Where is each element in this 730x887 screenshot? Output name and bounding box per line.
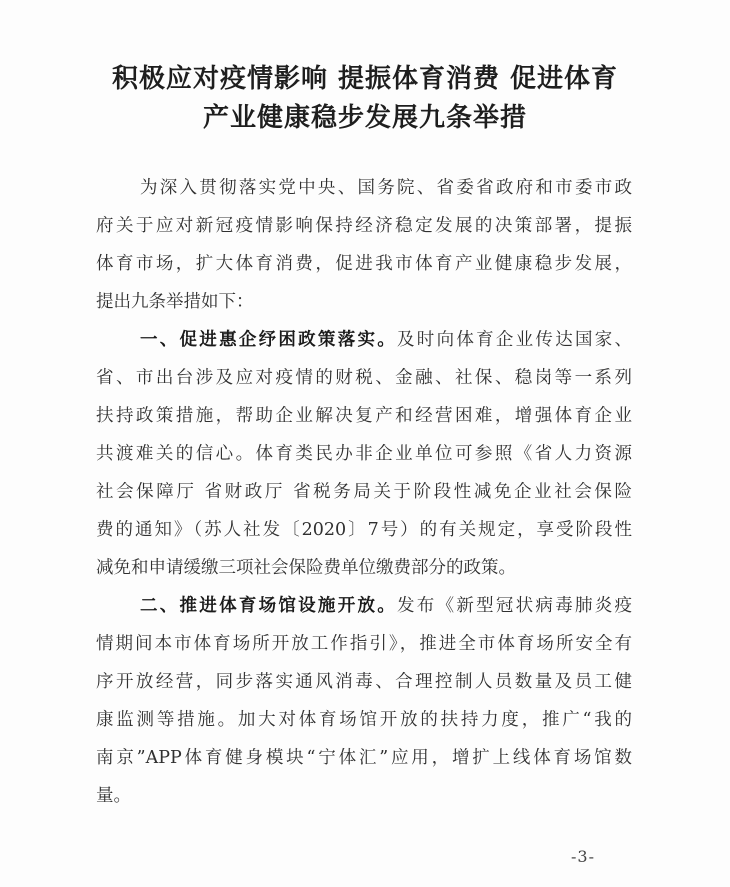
section-2-first-line <box>140 594 632 618</box>
section-2-heading: 二、推进体育场馆设施开放。 <box>140 596 398 616</box>
section-1-heading: 一、促进惠企纾困政策落实。 <box>140 330 398 350</box>
section-2-line: 南京”APP体育健身模块“宁体汇”应用，增扩上线体育场馆数 <box>96 748 632 768</box>
section-2-line: 情期间本市体育场所开放工作指引》，推进全市体育场所安全有 <box>96 634 632 654</box>
section-2-line: 序开放经营，同步落实通风消毒、合理控制人员数量及员工健 <box>96 672 632 692</box>
intro-line: 为深入贯彻落实党中央、国务院、省委省政府和市委市政 <box>140 178 632 198</box>
intro-line: 提出九条举措如下： <box>96 292 254 312</box>
intro-line: 府关于应对新冠疫情影响保持经济稳定发展的决策部署，提振 <box>96 216 632 236</box>
section-1-first-line <box>140 328 632 352</box>
document-title-line-1: 积极应对疫情影响 提振体育消费 促进体育 <box>111 64 619 94</box>
section-1-line: 省、市出台涉及应对疫情的财税、金融、社保、稳岗等一系列 <box>96 368 632 388</box>
section-2-line: 康监测等措施。加大对体育场馆开放的扶持力度，推广“我的 <box>96 710 632 730</box>
section-1-line: 社会保障厅 省财政厅 省税务局关于阶段性减免企业社会保险 <box>96 482 632 502</box>
page-number: -3- <box>571 847 595 866</box>
section-1-line: 减免和申请缓缴三项社会保险费单位缴费部分的政策。 <box>96 558 516 578</box>
section-1-line: 费的通知》（苏人社发〔2020〕7号）的有关规定，享受阶段性 <box>96 520 632 540</box>
intro-line: 体育市场，扩大体育消费，促进我市体育产业健康稳步发展， <box>96 254 632 274</box>
section-1-line: 扶持政策措施，帮助企业解决复产和经营困难，增强体育企业 <box>96 406 632 426</box>
section-2-text: 发布《新型冠状病毒肺炎疫 <box>397 596 633 616</box>
section-1-line: 共渡难关的信心。体育类民办非企业单位可参照《省人力资源 <box>96 444 632 464</box>
section-1-text: 及时向体育企业传达国家、 <box>397 330 633 350</box>
section-2-line: 量。 <box>96 786 131 806</box>
document-title-line-2: 产业健康稳步发展九条举措 <box>202 103 527 133</box>
